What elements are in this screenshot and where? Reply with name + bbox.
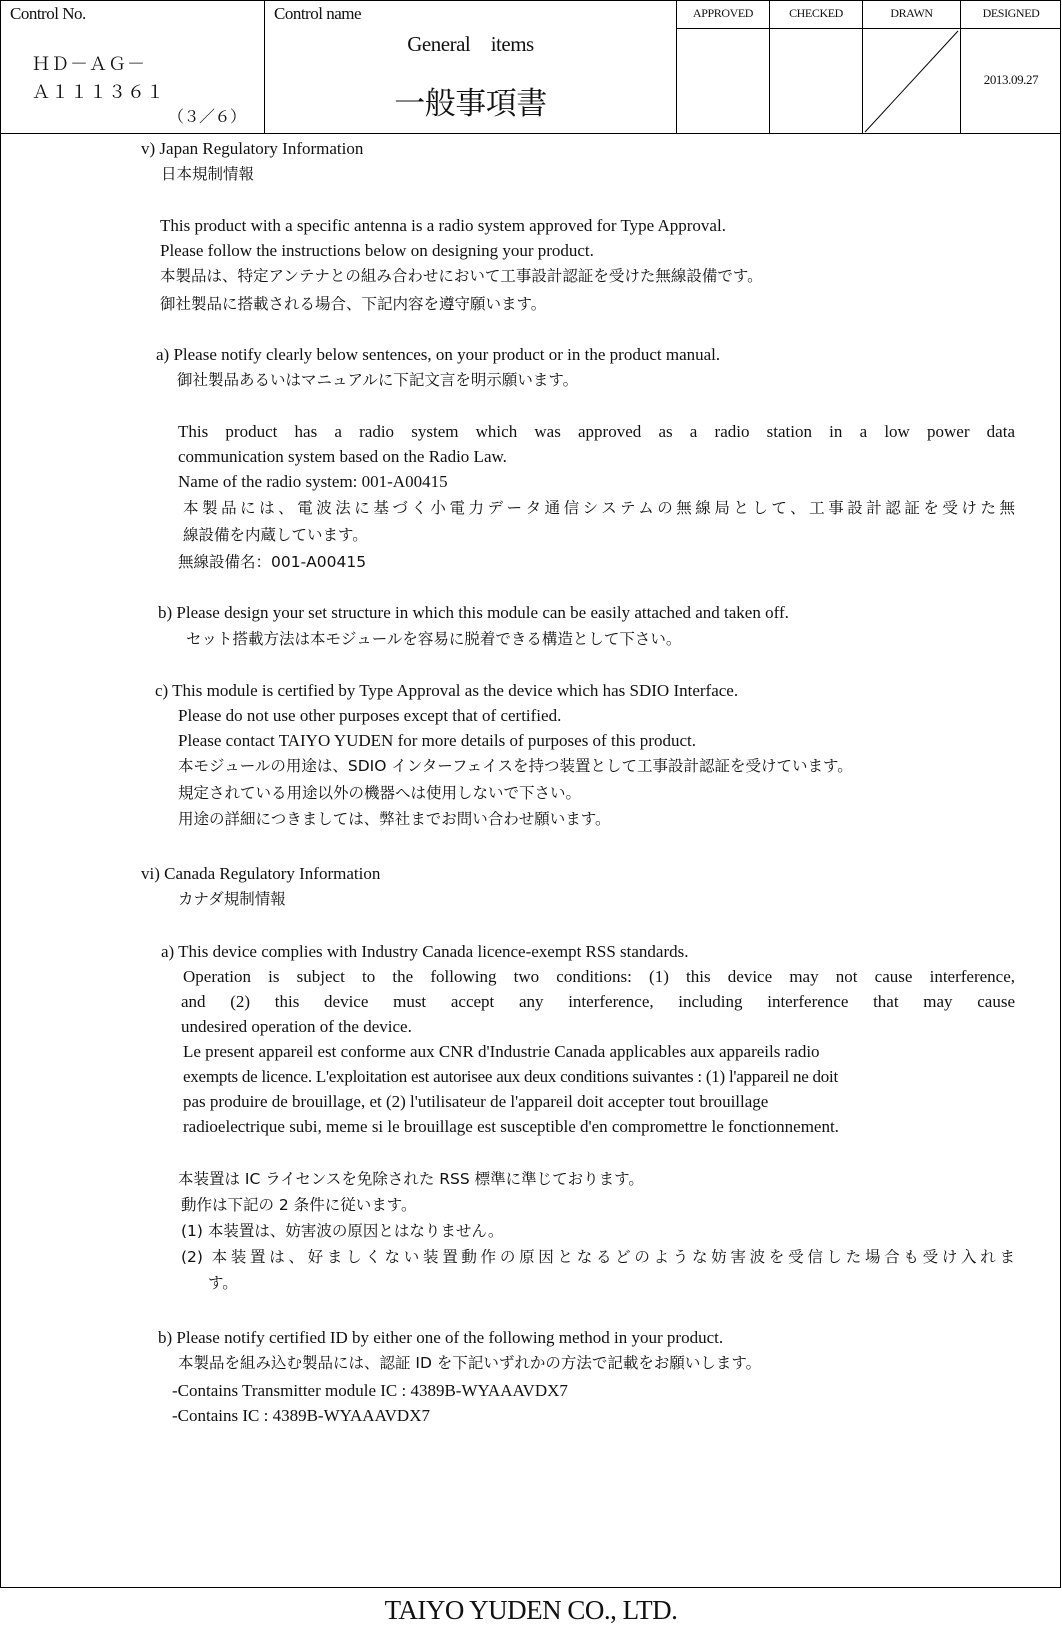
control-no-line2: Ａ１１１３６１ [32, 82, 165, 103]
canada-a-title: a) This device complies with Industry Canada licence-exempt RSS standards. [161, 942, 689, 961]
canada-a-ja2: 動作は下記の 2 条件に従います。 [181, 1196, 417, 1214]
canada-heading-ja: カナダ規制情報 [178, 890, 286, 908]
japan-a-ja-para2: 線設備を内蔵しています。 [183, 526, 368, 544]
canada-a-ja5: す。 [208, 1274, 238, 1292]
japan-b-ja: セット搭載方法は本モジュールを容易に脱着できる構造として下さい。 [186, 630, 682, 648]
control-no-line1: ＨＤ－ＡＧ－ [32, 54, 146, 75]
japan-c-title: c) This module is certified by Type Approval as the device which has SDIO Interface. [155, 681, 739, 700]
japan-a-para-line1: This product has a radio system which was approved as a radio station in a low power data [178, 422, 1015, 441]
canada-b-ja: 本製品を組み込む製品には、認証 ID を下記いずれかの方法で記載をお願いします。 [178, 1354, 762, 1372]
page-number: （３／６） [168, 107, 246, 126]
control-name-label: Control name [274, 4, 362, 23]
japan-heading-ja: 日本規制情報 [161, 165, 255, 183]
canada-a-en-line1: Operation is subject to the following two conditions: (1) this device may not cause interference, [183, 967, 1015, 986]
canada-a-fr-line1: Le present appareil est conforme aux CNR d'Industrie Canada applicables aux appareils radio [183, 1042, 820, 1061]
approved-label: APPROVED [692, 6, 754, 20]
japan-a-ja: 御社製品あるいはマニュアルに下記文言を明示願います。 [177, 371, 579, 389]
japan-a-title: a) Please notify clearly below sentences, on your product or in the product manual. [156, 345, 721, 364]
canada-a-ja4: (2) 本装置は、好ましくない装置動作の原因となるどのような妨害波を受信した場合も受け入れま [181, 1248, 1015, 1266]
canada-a-ja1: 本装置は IC ライセンスを免除された RSS 標準に準じております。 [178, 1170, 644, 1188]
canada-a-fr-line2: exempts de licence. L'exploitation est autorisee aux deux conditions suivantes : (1) l'appareil ne doit [183, 1067, 838, 1086]
japan-a-ja-para1: 本製品には、電波法に基づく小電力データ通信システムの無線局として、工事設計認証を受けた無 [183, 499, 1015, 517]
canada-b-option2: -Contains IC : 4389B-WYAAAVDX7 [172, 1406, 430, 1425]
japan-heading: v) Japan Regulatory Information [141, 139, 364, 158]
japan-a-name: Name of the radio system: 001-A00415 [178, 472, 448, 491]
japan-a-para-line2: communication system based on the Radio Law. [178, 447, 507, 466]
japan-c-ja2: 規定されている用途以外の機器へは使用しないで下さい。 [178, 784, 582, 802]
japan-c-ja3: 用途の詳細につきましては、弊社までお問い合わせ願います。 [178, 810, 611, 828]
title-en: General items [407, 32, 534, 56]
canada-heading: vi) Canada Regulatory Information [141, 864, 381, 883]
canada-a-fr-line4: radioelectrique subi, meme si le brouillage est susceptible d'en compromettre le fonctionnement. [183, 1117, 839, 1136]
japan-intro-1: This product with a specific antenna is a radio system approved for Type Approval. [160, 216, 726, 235]
japan-intro-2: Please follow the instructions below on designing your product. [160, 241, 594, 260]
japan-intro-ja-2: 御社製品に搭載される場合、下記内容を遵守願います。 [160, 295, 547, 313]
control-no-label: Control No. [10, 4, 86, 23]
japan-c-line3: Please contact TAIYO YUDEN for more details of purposes of this product. [178, 731, 696, 750]
canada-a-en-line3: undesired operation of the device. [181, 1017, 412, 1036]
checked-label: CHECKED [789, 6, 843, 20]
canada-b-title: b) Please notify certified ID by either one of the following method in your product. [158, 1328, 724, 1347]
canada-a-fr-line3: pas produire de brouillage, et (2) l'utilisateur de l'appareil doit accepter tout brouillage [183, 1092, 769, 1111]
japan-c-ja1: 本モジュールの用途は、SDIO インターフェイスを持つ装置として工事設計認証を受けています。 [178, 757, 853, 775]
japan-intro-ja-1: 本製品は、特定アンテナとの組み合わせにおいて工事設計認証を受けた無線設備です。 [160, 267, 763, 285]
title-ja: 一般事項書 [394, 86, 547, 122]
japan-b-title: b) Please design your set structure in which this module can be easily attached and taken off. [158, 603, 789, 622]
designed-date: 2013.09.27 [983, 72, 1039, 87]
drawn-strike-line [863, 29, 960, 134]
title-block [0, 0, 1061, 134]
japan-a-ja-name: 無線設備名：001-A00415 [178, 553, 367, 571]
canada-a-en-line2: and (2) this device must accept any interference, including interference that may cause [181, 992, 1015, 1011]
drawn-label: DRAWN [890, 6, 933, 20]
designed-label: DESIGNED [982, 6, 1040, 20]
canada-b-option1: -Contains Transmitter module IC : 4389B-WYAAAVDX7 [172, 1381, 568, 1400]
canada-a-ja3: (1) 本装置は、妨害波の原因とはなりません。 [181, 1222, 504, 1240]
company-footer: TAIYO YUDEN CO., LTD. [384, 1595, 678, 1625]
japan-c-line2: Please do not use other purposes except that of certified. [178, 706, 562, 725]
